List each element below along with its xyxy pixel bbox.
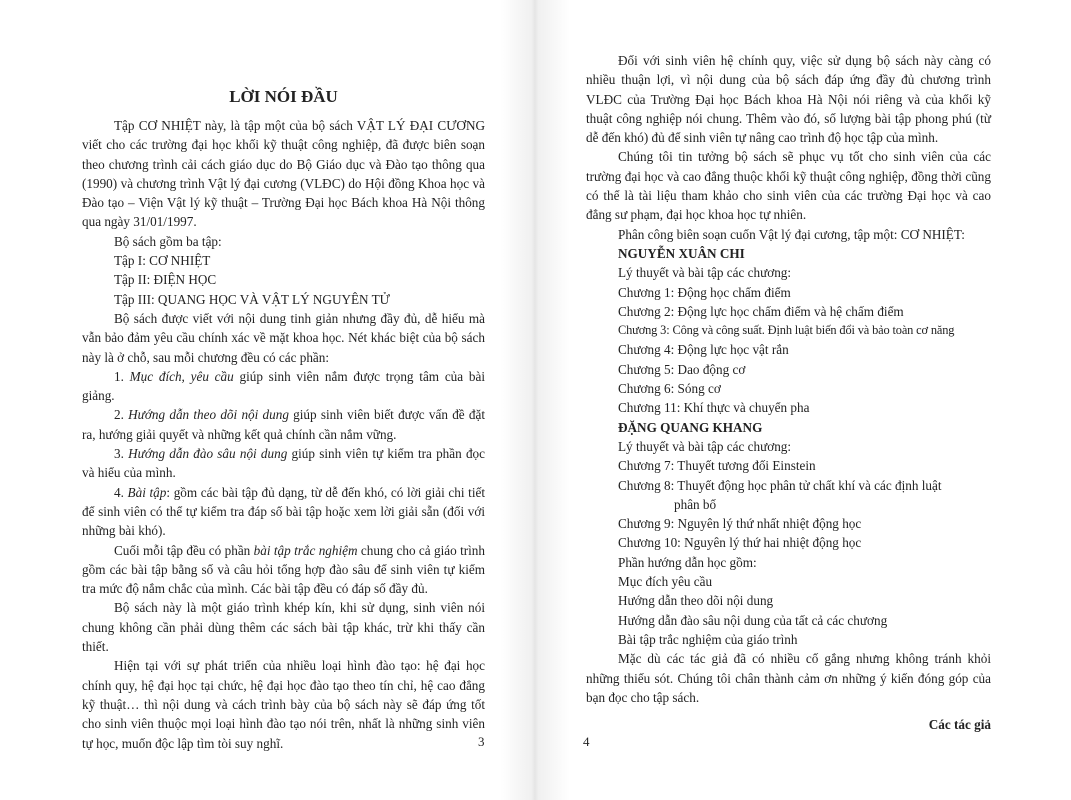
signoff: Các tác giả xyxy=(928,717,991,733)
thanks-paragraph: Mặc dù các tác giả đã có nhiều cố gắng nhưng không tránh khỏi những thiếu sót. Chúng tôi chân thành cảm ơn những ý kiến đóng góp của bạn đọc cho tập sách. xyxy=(586,651,991,705)
chapter-item: Chương 9: Nguyên lý thứ nhất nhiệt động học xyxy=(618,516,862,532)
chapter-item: Chương 3: Công và công suất. Định luật biến đổi và bảo toàn cơ năng xyxy=(618,323,955,338)
left-page-body xyxy=(82,116,485,753)
right-page xyxy=(535,0,1071,800)
part-number: 3. xyxy=(114,446,124,462)
part-number: 4. xyxy=(114,484,124,500)
left-page xyxy=(0,0,535,800)
volume-item: Tập III: QUANG HỌC VÀ VẬT LÝ NGUYÊN TỬ xyxy=(114,291,390,307)
part-text: giúp sinh viên tự kiểm tra phần đọc và hiểu của mình. xyxy=(82,446,485,481)
features-paragraph: Bộ sách được viết với nội dung tinh giản nhưng đầy đủ, dễ hiểu mà vẫn bảo đảm yêu cầu chính xác về mặt khoa học. Nét khác biệt của bộ sách này là ở chỗ, sau mỗi chương đều có các phần: xyxy=(82,310,485,365)
chapter-item: Chương 11: Khí thực và chuyển pha xyxy=(618,400,810,416)
quiz-text-after: chung cho cả giáo trình gồm các bài tập bằng số và câu hỏi tổng hợp đào sâu để sinh viên tự kiểm tra mức độ nắm chắc của mình. Các bài tập đều có đáp số đầy đủ. xyxy=(82,542,485,597)
guide-item: Bài tập trắc nghiệm của giáo trình xyxy=(618,631,798,647)
chapter-item: Chương 8: Thuyết động học phân tử chất khí và các định luật xyxy=(618,477,942,493)
closed-paragraph: Bộ sách này là một giáo trình khép kín, khi sử dụng, sinh viên nói chung không cần phải dùng thêm các sách bài tập khác, trừ khi thấy cần thiết. xyxy=(82,600,485,655)
chapter-item: Chương 7: Thuyết tương đối Einstein xyxy=(618,458,816,474)
part-term: Hướng dẫn đào sâu nội dung xyxy=(128,446,288,462)
part-number: 2. xyxy=(114,407,124,423)
author-name: NGUYỄN XUÂN CHI xyxy=(618,245,745,261)
chapter-item-continued: phân bố xyxy=(674,496,717,512)
part-item xyxy=(82,405,485,444)
guide-item: Hướng dẫn đào sâu nội dung của tất cả các chương xyxy=(618,612,888,628)
assignment-intro: Phân công biên soạn cuốn Vật lý đại cương, tập một: CƠ NHIỆT: xyxy=(618,226,965,242)
part-term: Mục đích, yêu cầu xyxy=(129,368,234,384)
quiz-paragraph xyxy=(82,541,485,599)
belief-paragraph: Chúng tôi tin tưởng bộ sách sẽ phục vụ tốt cho sinh viên của các trường đại học và cao đẳng thuộc khối kỹ thuật công nghiệp, đồng thời cũng có thể là tài liệu tham khảo cho sinh viên của các trường Đại học và cao đẳng sư phạm, đại học khoa học tự nhiên. xyxy=(586,149,991,223)
volume-item: Tập I: CƠ NHIỆT xyxy=(114,253,211,269)
chapter-item: Chương 1: Động học chấm điểm xyxy=(618,284,791,300)
quiz-text-before: Cuối mỗi tập đều có phần xyxy=(114,542,254,558)
guide-item: Mục đích yêu cầu xyxy=(618,574,713,590)
chapter-item: Chương 10: Nguyên lý thứ hai nhiệt động học xyxy=(618,535,862,551)
page-number: 3 xyxy=(478,734,485,749)
series-intro: Bộ sách gồm ba tập: xyxy=(114,233,222,249)
part-term: Hướng dẫn theo dõi nội dung xyxy=(128,407,289,423)
chapter-item: Chương 5: Dao động cơ xyxy=(618,361,746,377)
intro-paragraph: Tập CƠ NHIỆT này, là tập một của bộ sách VẬT LÝ ĐẠI CƯƠNG viết cho các trường đại học khối kỹ thuật công nghiệp, đã được biên soạn theo chương trình cải cách giáo dục do Bộ Giáo dục và Đào tạo thông qua (1990) và chương trình Vật lý đại cương (VLĐC) do Hội đồng Khoa học và Đào tạo – Viện Vật lý kỹ thuật – Trường Đại học Bách khoa Hà Nội thông qua ngày 31/01/1997. xyxy=(82,118,485,230)
page-title: LỜI NÓI ĐẦU xyxy=(229,87,338,106)
quiz-term: bài tập trắc nghiệm xyxy=(253,542,358,558)
author-name: ĐẶNG QUANG KHANG xyxy=(618,419,763,435)
part-term: Bài tập xyxy=(127,484,167,500)
guide-item: Hướng dẫn theo dõi nội dung xyxy=(618,593,774,609)
author-role: Lý thuyết và bài tập các chương: xyxy=(618,265,792,281)
right-page-body xyxy=(586,51,991,734)
part-item xyxy=(82,444,485,483)
chapter-item: Chương 4: Động lực học vật rắn xyxy=(618,342,789,358)
volume-item: Tập II: ĐIỆN HỌC xyxy=(114,272,217,288)
part-text: giúp sinh viên nắm được trọng tâm của bài giảng. xyxy=(82,368,485,404)
chapter-item: Chương 2: Động lực học chấm điểm và hệ chấm điểm xyxy=(618,303,904,319)
page-number: 4 xyxy=(583,734,590,749)
part-text: : gồm các bài tập đủ dạng, từ dễ đến khó, có lời giải chi tiết để sinh viên có thể tự kiểm tra đáp số bài tập hoặc xem lời giải sẵn (đối với những bài khó). xyxy=(82,484,486,539)
part-item xyxy=(82,483,485,541)
part-number: 1. xyxy=(114,368,124,384)
part-text: giúp sinh viên biết được vấn đề đặt ra, hướng giải quyết và những kết quả chính cần nắm vững. xyxy=(82,407,486,442)
part-item xyxy=(82,367,485,406)
guide-intro: Phần hướng dẫn học gồm: xyxy=(618,554,757,570)
regular-paragraph: Đối với sinh viên hệ chính quy, việc sử dụng bộ sách này càng có nhiều thuận lợi, vì nội dung của bộ sách đáp ứng đầy đủ chương trình VLĐC của Trường Đại học Bách khoa Hà Nội nói riêng và của khối kỹ thuật công nghiệp nói chung. Thêm vào đó, số lượng bài tập phong phú (từ dễ đến khó) đủ để sinh viên tự nâng cao trình độ học tập của mình. xyxy=(586,53,991,146)
chapter-item: Chương 6: Sóng cơ xyxy=(618,381,721,397)
author-role: Lý thuyết và bài tập các chương: xyxy=(618,438,792,454)
current-paragraph: Hiện tại với sự phát triển của nhiều loại hình đào tạo: hệ đại học chính quy, hệ đại học tại chức, hệ đại học đào tạo theo tín chỉ, hệ cao đẳng kỹ thuật… thì nội dung và cách trình bày của bộ sách này sẽ đáp ứng tốt cho sinh viên thuộc mọi loại hình đào tạo nói trên, nhất là những sinh viên tự học, muốn độc lập tìm tòi suy nghĩ. xyxy=(82,658,485,751)
